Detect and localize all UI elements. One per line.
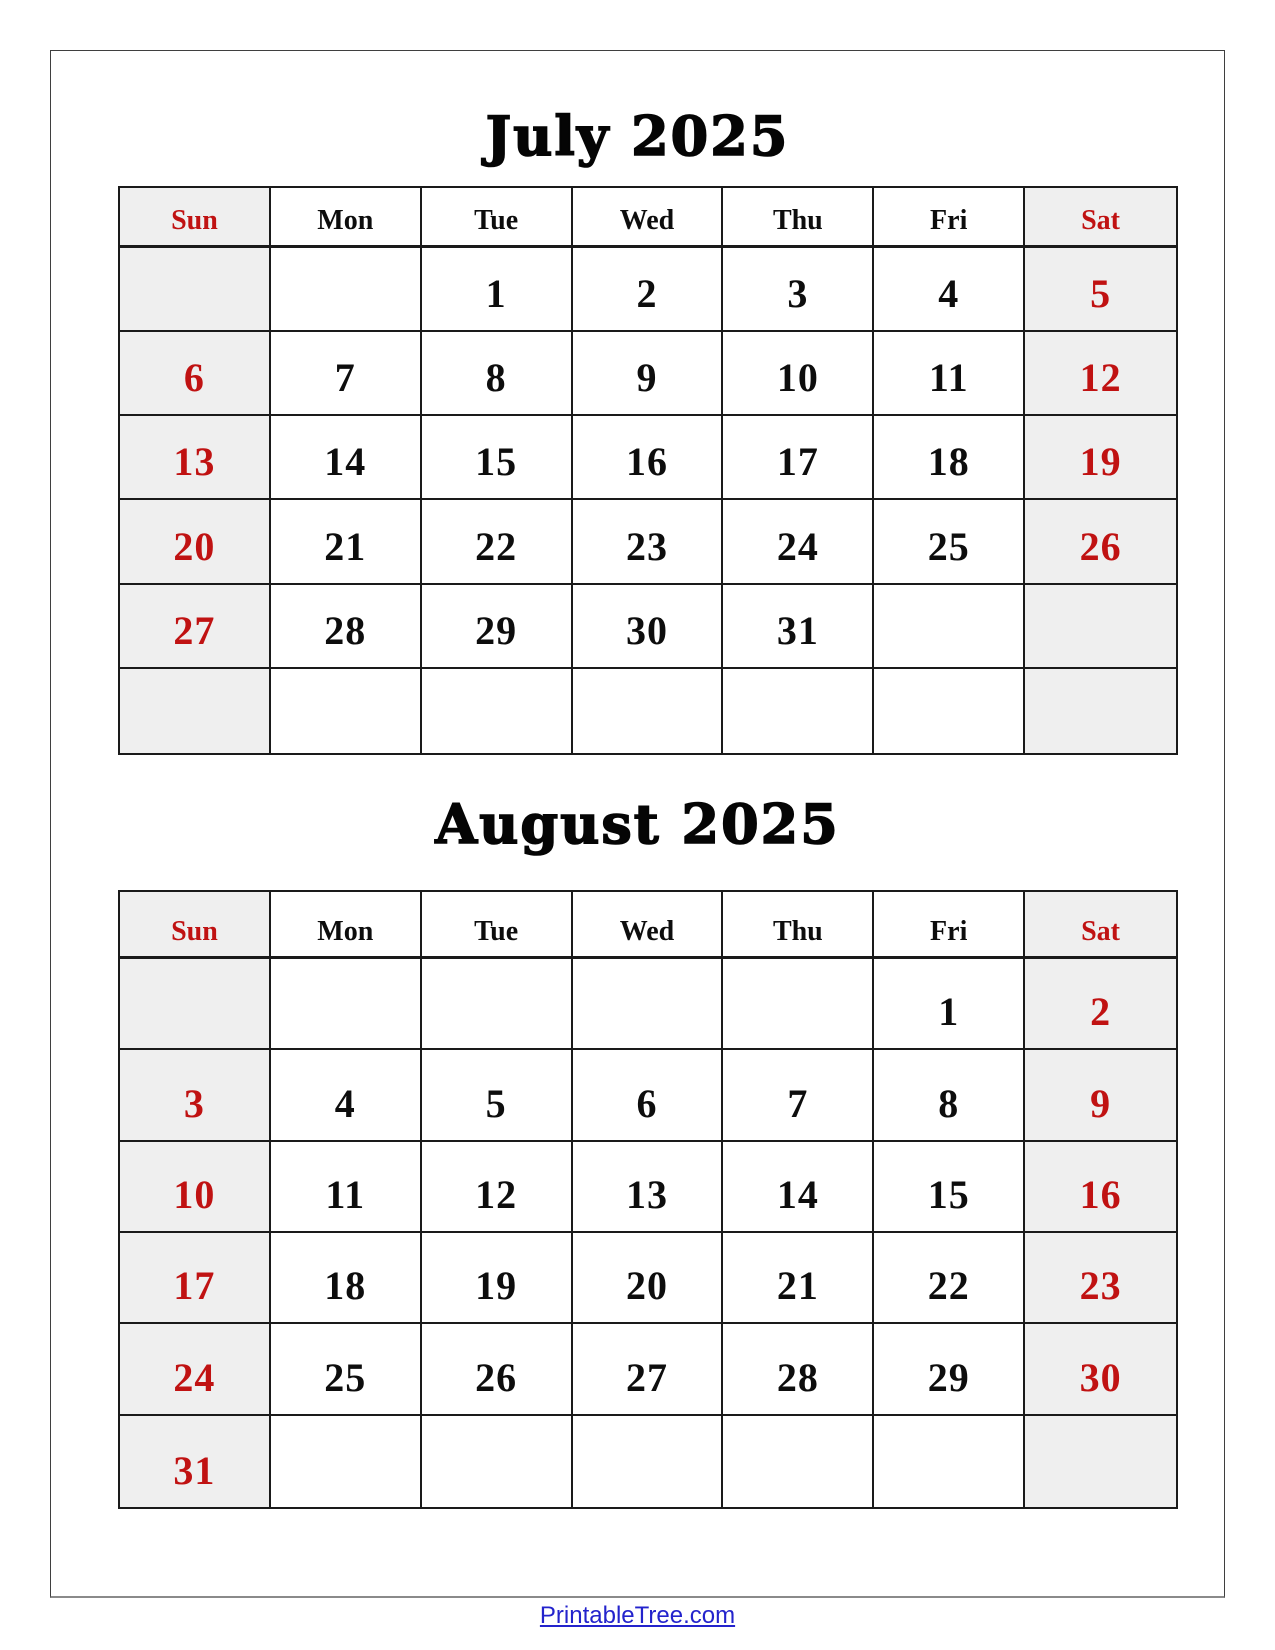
date-cell-august-23: 23 bbox=[1025, 1233, 1176, 1324]
date-cell-august-15: 15 bbox=[874, 1142, 1025, 1233]
date-cell-july-5: 5 bbox=[1025, 248, 1176, 332]
day-header-sun: Sun bbox=[120, 188, 271, 248]
date-cell-august-20: 20 bbox=[573, 1233, 724, 1324]
august-title: August 2025 bbox=[435, 792, 840, 856]
day-header-tue: Tue bbox=[422, 188, 573, 248]
date-cell-july-1: 1 bbox=[422, 248, 573, 332]
date-cell-july-24: 24 bbox=[723, 500, 874, 584]
day-header-fri: Fri bbox=[874, 188, 1025, 248]
date-cell-august-5: 5 bbox=[422, 1050, 573, 1141]
date-cell-august-28: 28 bbox=[723, 1324, 874, 1415]
july-title: July 2025 bbox=[485, 104, 790, 168]
date-cell-august-31: 31 bbox=[120, 1416, 271, 1507]
date-cell-august-29: 29 bbox=[874, 1324, 1025, 1415]
date-cell-july-9: 9 bbox=[573, 332, 724, 416]
date-cell-august-9: 9 bbox=[1025, 1050, 1176, 1141]
date-cell-july-3: 3 bbox=[723, 248, 874, 332]
day-header-thu: Thu bbox=[723, 892, 874, 959]
date-cell-july-7: 7 bbox=[271, 332, 422, 416]
empty-cell-july bbox=[874, 585, 1025, 669]
empty-cell-july bbox=[573, 669, 724, 753]
date-cell-july-13: 13 bbox=[120, 416, 271, 500]
empty-cell-july bbox=[271, 669, 422, 753]
date-cell-august-19: 19 bbox=[422, 1233, 573, 1324]
day-header-fri: Fri bbox=[874, 892, 1025, 959]
date-cell-july-19: 19 bbox=[1025, 416, 1176, 500]
page-frame bbox=[50, 50, 1225, 1598]
date-cell-july-30: 30 bbox=[573, 585, 724, 669]
empty-cell-july bbox=[120, 669, 271, 753]
date-cell-july-29: 29 bbox=[422, 585, 573, 669]
date-cell-july-28: 28 bbox=[271, 585, 422, 669]
empty-cell-august bbox=[271, 959, 422, 1050]
date-cell-august-17: 17 bbox=[120, 1233, 271, 1324]
day-header-sat: Sat bbox=[1025, 892, 1176, 959]
date-cell-august-13: 13 bbox=[573, 1142, 724, 1233]
date-cell-august-14: 14 bbox=[723, 1142, 874, 1233]
date-cell-august-1: 1 bbox=[874, 959, 1025, 1050]
date-cell-july-11: 11 bbox=[874, 332, 1025, 416]
date-cell-july-22: 22 bbox=[422, 500, 573, 584]
date-cell-july-31: 31 bbox=[723, 585, 874, 669]
date-cell-july-26: 26 bbox=[1025, 500, 1176, 584]
date-cell-august-12: 12 bbox=[422, 1142, 573, 1233]
date-cell-august-6: 6 bbox=[573, 1050, 724, 1141]
date-cell-august-18: 18 bbox=[271, 1233, 422, 1324]
empty-cell-july bbox=[422, 669, 573, 753]
day-header-mon: Mon bbox=[271, 188, 422, 248]
empty-cell-july bbox=[723, 669, 874, 753]
day-header-wed: Wed bbox=[573, 188, 724, 248]
empty-cell-august bbox=[723, 959, 874, 1050]
empty-cell-august bbox=[120, 959, 271, 1050]
date-cell-july-8: 8 bbox=[422, 332, 573, 416]
date-cell-august-25: 25 bbox=[271, 1324, 422, 1415]
footer bbox=[0, 1602, 1275, 1630]
empty-cell-july bbox=[874, 669, 1025, 753]
date-cell-july-17: 17 bbox=[723, 416, 874, 500]
empty-cell-august bbox=[271, 1416, 422, 1507]
date-cell-july-21: 21 bbox=[271, 500, 422, 584]
day-header-sun: Sun bbox=[120, 892, 271, 959]
date-cell-august-16: 16 bbox=[1025, 1142, 1176, 1233]
day-header-sat: Sat bbox=[1025, 188, 1176, 248]
empty-cell-august bbox=[422, 959, 573, 1050]
date-cell-august-8: 8 bbox=[874, 1050, 1025, 1141]
date-cell-july-15: 15 bbox=[422, 416, 573, 500]
empty-cell-august bbox=[573, 1416, 724, 1507]
date-cell-august-30: 30 bbox=[1025, 1324, 1176, 1415]
august-calendar-grid bbox=[118, 890, 1178, 1509]
date-cell-august-11: 11 bbox=[271, 1142, 422, 1233]
empty-cell-august bbox=[874, 1416, 1025, 1507]
date-cell-july-23: 23 bbox=[573, 500, 724, 584]
date-cell-july-27: 27 bbox=[120, 585, 271, 669]
july-calendar-grid bbox=[118, 186, 1178, 755]
date-cell-july-14: 14 bbox=[271, 416, 422, 500]
date-cell-august-7: 7 bbox=[723, 1050, 874, 1141]
date-cell-august-22: 22 bbox=[874, 1233, 1025, 1324]
empty-cell-july bbox=[1025, 585, 1176, 669]
empty-cell-july bbox=[120, 248, 271, 332]
empty-cell-august bbox=[573, 959, 724, 1050]
date-cell-july-10: 10 bbox=[723, 332, 874, 416]
date-cell-august-21: 21 bbox=[723, 1233, 874, 1324]
date-cell-july-12: 12 bbox=[1025, 332, 1176, 416]
date-cell-july-18: 18 bbox=[874, 416, 1025, 500]
day-header-thu: Thu bbox=[723, 188, 874, 248]
date-cell-july-25: 25 bbox=[874, 500, 1025, 584]
date-cell-august-4: 4 bbox=[271, 1050, 422, 1141]
date-cell-july-16: 16 bbox=[573, 416, 724, 500]
empty-cell-august bbox=[1025, 1416, 1176, 1507]
empty-cell-august bbox=[422, 1416, 573, 1507]
empty-cell-july bbox=[271, 248, 422, 332]
date-cell-july-20: 20 bbox=[120, 500, 271, 584]
date-cell-july-2: 2 bbox=[573, 248, 724, 332]
empty-cell-july bbox=[1025, 669, 1176, 753]
day-header-tue: Tue bbox=[422, 892, 573, 959]
date-cell-august-26: 26 bbox=[422, 1324, 573, 1415]
date-cell-august-24: 24 bbox=[120, 1324, 271, 1415]
date-cell-august-27: 27 bbox=[573, 1324, 724, 1415]
printabletree-link[interactable]: PrintableTree.com bbox=[539, 1602, 736, 1629]
empty-cell-august bbox=[723, 1416, 874, 1507]
date-cell-july-4: 4 bbox=[874, 248, 1025, 332]
day-header-mon: Mon bbox=[271, 892, 422, 959]
date-cell-august-3: 3 bbox=[120, 1050, 271, 1141]
date-cell-august-10: 10 bbox=[120, 1142, 271, 1233]
date-cell-july-6: 6 bbox=[120, 332, 271, 416]
day-header-wed: Wed bbox=[573, 892, 724, 959]
date-cell-august-2: 2 bbox=[1025, 959, 1176, 1050]
